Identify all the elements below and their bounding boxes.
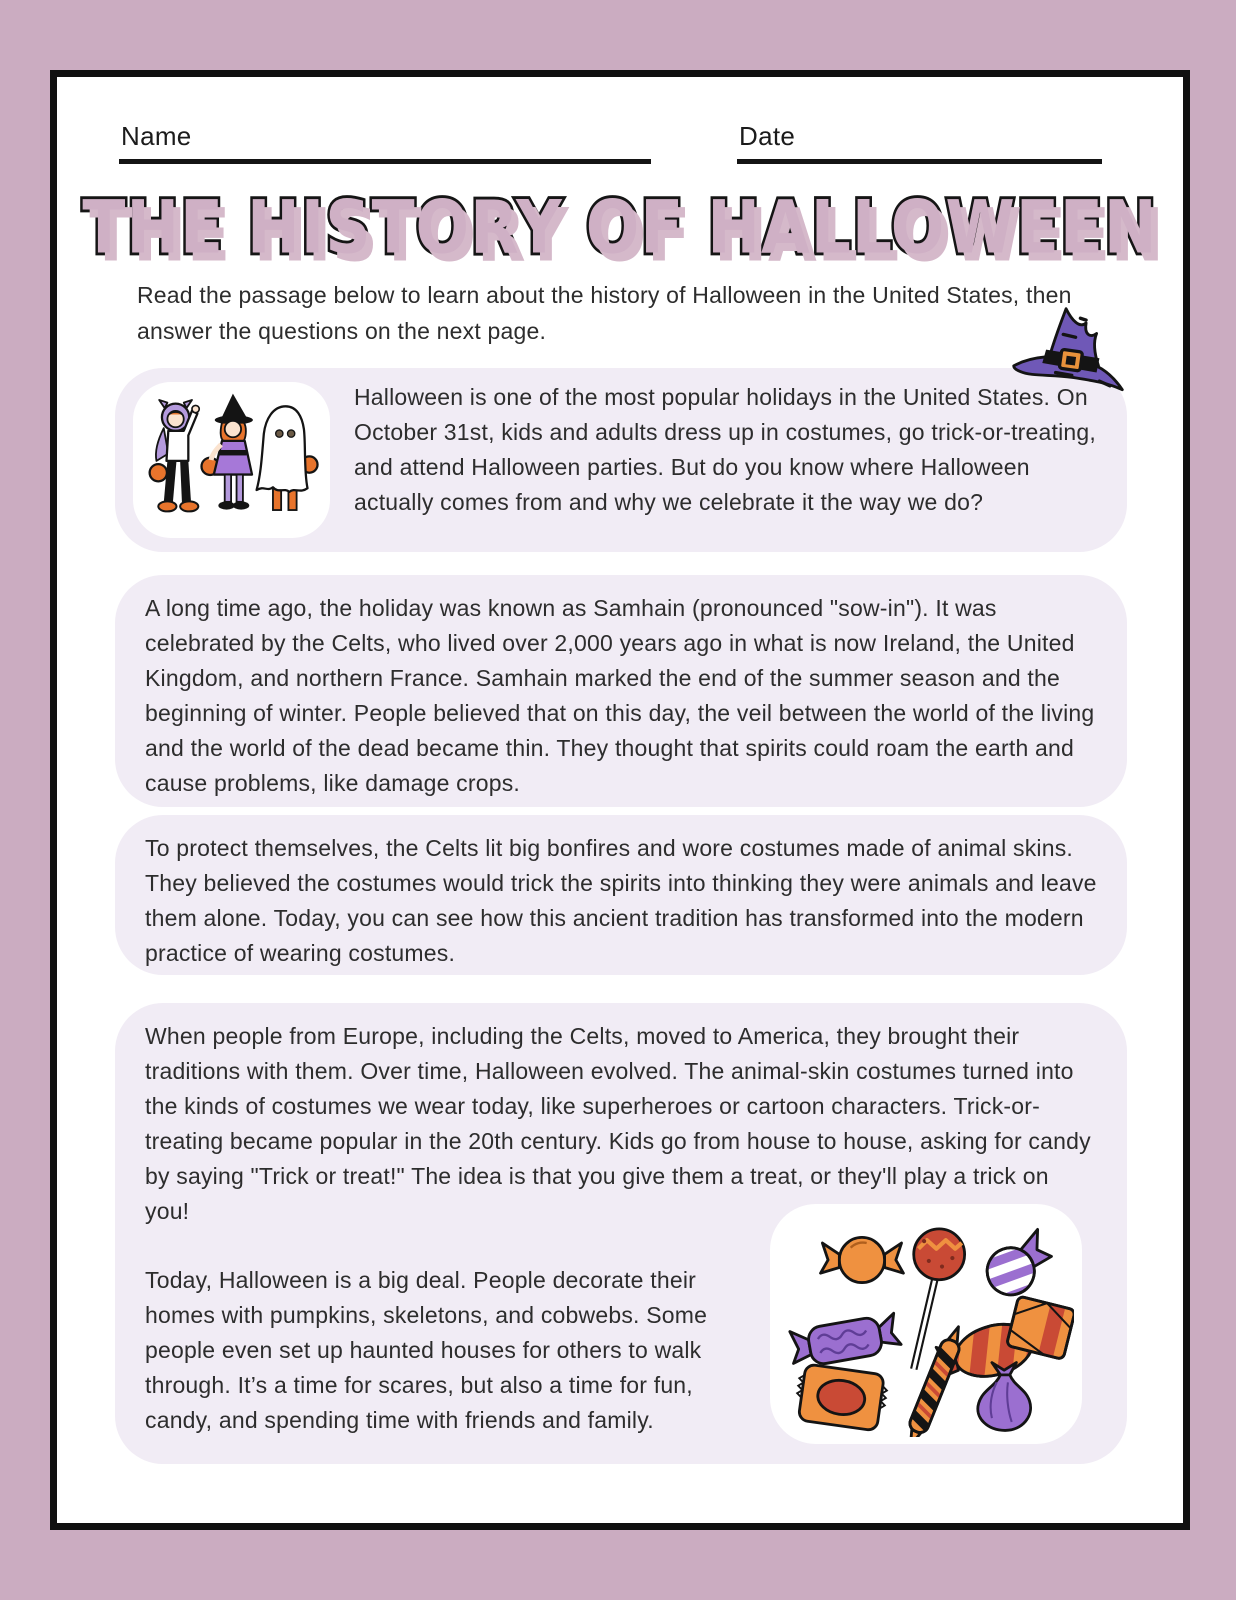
intro-text: Read the passage below to learn about the history of Halloween in the United States, then answer the questions on the next page.: [137, 282, 1072, 344]
candy-icon: [778, 1211, 1074, 1437]
passage-box-1: [115, 368, 1127, 552]
paragraph-2: A long time ago, the holiday was known as Samhain (pronounced "sow-in"). It was celebrated by the Celts, who lived over 2,000 years ago in what is now Ireland, the United Kingdom, and northern France. Samhain marked the end of the summer season and the beginning of winter. People believed that on this day, the veil between the world of the living and the world of the dead became thin. They thought that spirits could roam the earth and cause problems, like damage crops.: [145, 595, 1095, 796]
date-blank-line: [737, 159, 1102, 164]
kids-card: [133, 382, 330, 538]
paragraph-4: When people from Europe, including the Celts, moved to America, they brought their traditions with them. Over time, Halloween evolved. The animal-skin costumes turned into the kinds of costumes we wear today, like superheroes or cartoon characters. Trick-or-treating became popular in the 20th century. Kids go from house to house, asking for candy by saying "Trick or treat!" The idea is that you give them a treat, or they'll play a trick on you!: [145, 1023, 1091, 1224]
date-label: Date: [739, 121, 796, 151]
paragraph-3: To protect themselves, the Celts lit big bonfires and wore costumes made of animal skins. They believed the costumes would trick the spirits into thinking they were animals and leave them alone. Today, you can see how this ancient tradition has transformed into the modern practice of wearing costumes.: [145, 835, 1097, 966]
page-title: THE HISTORY OF HALLOWEEN: [82, 185, 1158, 270]
candy-card: [770, 1204, 1082, 1444]
witch-hat-icon: [1005, 303, 1131, 403]
worksheet-page: [50, 70, 1190, 1530]
name-label: Name: [121, 121, 192, 151]
paragraph-5: Today, Halloween is a big deal. People decorate their homes with pumpkins, skeletons, and cobwebs. Some people even set up haunted houses for others to walk through. It’s a time for scares, but also a time for fun, candy, and spending time with friends and family.: [145, 1267, 708, 1433]
passage-box-3: [115, 815, 1127, 975]
passage-box-4: [115, 1003, 1127, 1464]
trick-or-treaters-icon: [141, 387, 323, 533]
paragraph-1: Halloween is one of the most popular holidays in the United States. On October 31st, kids and adults dress up in costumes, go trick-or-treating, and attend Halloween parties. But do you know where Halloween actually comes from and why we celebrate it the way we do?: [354, 384, 1096, 515]
name-blank-line: [119, 159, 651, 164]
passage-box-2: [115, 575, 1127, 807]
